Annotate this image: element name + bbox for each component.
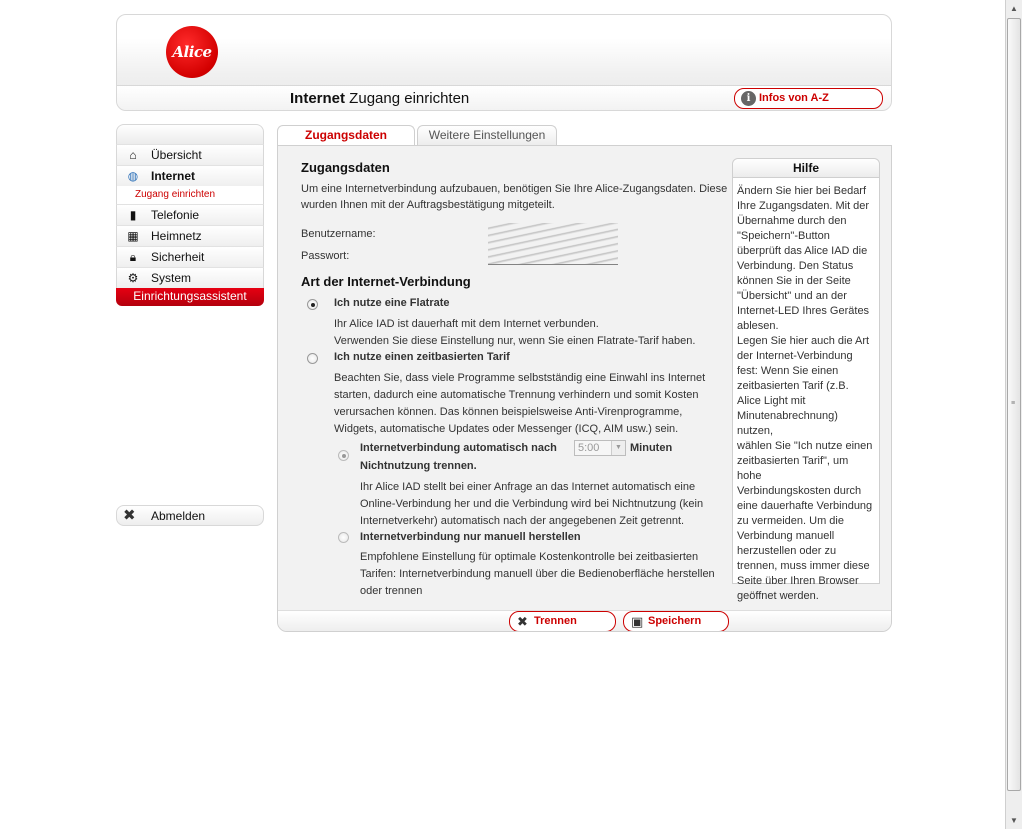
logout-label: Abmelden xyxy=(151,509,206,523)
scrollbar-thumb[interactable] xyxy=(1007,18,1021,791)
sidebar-item-label: Telefonie xyxy=(151,208,200,222)
intro-text-1: Um eine Internetverbindung aufzubauen, benötigen Sie Ihre Alice-Zugangsdaten. Diese xyxy=(301,183,728,195)
help-line: überprüft das Alice IAD die xyxy=(737,245,868,257)
sidebar-item-heimnetz[interactable] xyxy=(116,225,264,246)
timebased-radio[interactable] xyxy=(307,353,318,364)
page-title xyxy=(290,90,469,107)
lock-icon: 🔒︎ xyxy=(129,250,137,264)
auto-disconnect-desc-1: Ihr Alice IAD stellt bei einer Anfrage an das Internet automatisch eine xyxy=(360,481,696,493)
network-icon: ▦ xyxy=(127,229,139,243)
help-line: "Übersicht" und an der xyxy=(737,290,847,302)
help-line: können Sie in der Seite xyxy=(737,275,851,287)
grip-icon: ≡ xyxy=(1011,400,1016,407)
help-line: Alice Light mit xyxy=(737,395,806,407)
help-box xyxy=(732,158,880,602)
help-line: Legen Sie hier auch die Art xyxy=(737,335,870,347)
help-line: herzustellen oder zu xyxy=(737,545,837,557)
password-label: Passwort: xyxy=(301,250,350,262)
phone-icon: ▮ xyxy=(129,208,137,222)
sidebar-subitem-zugang-einrichten[interactable]: Zugang einrichten xyxy=(116,186,264,204)
intro-text-2: wurden Ihnen mit der Auftragsbestätigung mitgeteilt. xyxy=(301,199,555,211)
help-line: Ändern Sie hier bei Bedarf xyxy=(737,185,867,197)
manual-desc-2: Tarifen: Internetverbindung manuell über die Bedienoberfläche herstellen xyxy=(360,568,715,580)
section-heading: Zugangsdaten xyxy=(301,160,390,175)
save-label: Speichern xyxy=(648,615,702,627)
vertical-scrollbar[interactable] xyxy=(1005,0,1022,829)
page-title-rest: Zugang einrichten xyxy=(345,90,470,107)
help-line: ablesen. xyxy=(737,320,779,332)
sidebar-item-label: System xyxy=(151,271,192,285)
tab-weitere-einstellungen[interactable]: Weitere Einstellungen xyxy=(417,125,557,145)
help-line: eine dauerhafte Verbindung xyxy=(737,500,873,512)
timebased-label[interactable]: Ich nutze einen zeitbasierten Tarif xyxy=(334,351,510,363)
sidebar-top xyxy=(116,124,264,144)
manual-label[interactable]: Internetverbindung nur manuell herstellen xyxy=(360,531,581,543)
house-icon: ⌂ xyxy=(129,148,137,162)
content-panel xyxy=(277,145,892,632)
manual-desc-1: Empfohlene Einstellung für optimale Kostenkontrolle bei zeitbasierten xyxy=(360,551,699,563)
timebased-desc-3: verursachen können. Das können beispielsweise Anti-Virenprogramme, xyxy=(334,406,683,418)
scroll-up-icon[interactable]: ▲ xyxy=(1010,4,1018,13)
help-line: Verbindung manuell xyxy=(737,530,835,542)
sidebar-item-label: Heimnetz xyxy=(151,229,202,243)
help-line: Verbindungskosten durch xyxy=(737,485,862,497)
sidebar-item-label: Sicherheit xyxy=(151,250,205,264)
help-line: wählen Sie "Ich nutze einen xyxy=(737,440,873,452)
close-icon: ✖ xyxy=(517,614,528,629)
close-icon: ✖ xyxy=(123,507,136,524)
sidebar-item-uebersicht[interactable] xyxy=(116,144,264,165)
scroll-down-icon[interactable]: ▼ xyxy=(1010,816,1018,825)
help-line: zeitbasierten Tarif", um hohe xyxy=(737,455,849,482)
help-line: Übernahme durch den xyxy=(737,215,847,227)
flatrate-desc-2: Verwenden Sie diese Einstellung nur, wenn Sie einen Flatrate-Tarif haben. xyxy=(334,335,696,347)
logo-text: Alice xyxy=(172,43,212,61)
flatrate-desc-1: Ihr Alice IAD ist dauerhaft mit dem Internet verbunden. xyxy=(334,318,599,330)
timebased-desc-2: starten, dadurch eine automatische Trennung verhindern und somit Kosten xyxy=(334,389,699,401)
minutes-select-value: 5:00 xyxy=(578,442,600,454)
minutes-select[interactable] xyxy=(574,440,626,456)
globe-icon: ◍ xyxy=(127,169,139,183)
sidebar-item-internet[interactable] xyxy=(116,165,264,186)
help-line: Minutenabrechnung) nutzen, xyxy=(737,410,838,437)
help-text xyxy=(733,178,879,604)
auto-disconnect-desc-3: Internetverkehr) automatisch nach der angegebenen Zeit getrennt. xyxy=(360,515,685,527)
help-line: trennen, muss immer diese xyxy=(737,560,870,572)
sidebar-item-telefonie[interactable] xyxy=(116,204,264,225)
auto-disconnect-desc-2: Online-Verbindung her und die Verbindung wird bei Nichtnutzung (kein xyxy=(360,498,704,510)
chevron-down-icon: ▼ xyxy=(611,441,625,455)
page-title-bold: Internet xyxy=(290,90,346,107)
sidebar-item-label: Übersicht xyxy=(151,148,202,162)
header xyxy=(116,14,892,111)
help-line: zeitbasierten Tarif (z.B. xyxy=(737,380,849,392)
logout-button[interactable] xyxy=(116,505,264,526)
help-line: Internet-LED Ihres Gerätes xyxy=(737,305,870,317)
sidebar-item-label: Internet xyxy=(151,169,196,183)
auto-disconnect-label-2: Nichtnutzung trennen. xyxy=(360,460,477,472)
floppy-disk-icon: ▣ xyxy=(631,614,644,629)
tab-zugangsdaten[interactable]: Zugangsdaten xyxy=(277,125,415,145)
sidebar-item-system[interactable] xyxy=(116,267,264,288)
help-line: "Speichern"-Button xyxy=(737,230,830,242)
manual-desc-3: oder trennen xyxy=(360,585,423,597)
sidebar-item-sicherheit[interactable] xyxy=(116,246,264,267)
flatrate-radio[interactable] xyxy=(307,299,318,310)
help-line: fest: Wenn Sie einen xyxy=(737,365,839,377)
info-icon: i xyxy=(741,91,756,106)
help-line: der Internet-Verbindung xyxy=(737,350,853,362)
auto-disconnect-label[interactable]: Internetverbindung automatisch nach xyxy=(360,442,557,454)
save-button[interactable] xyxy=(623,611,729,632)
help-line: Ihre Zugangsdaten. Mit der xyxy=(737,200,870,212)
help-title: Hilfe xyxy=(733,159,879,178)
gear-icon: ⚙ xyxy=(127,271,139,285)
username-label: Benutzername: xyxy=(301,228,376,240)
auto-disconnect-radio[interactable] xyxy=(338,450,349,461)
help-line: Verbindung. Den Status xyxy=(737,260,854,272)
timebased-desc-1: Beachten Sie, dass viele Programme selbstständig eine Einwahl ins Internet xyxy=(334,372,706,384)
alice-logo[interactable] xyxy=(166,26,218,78)
manual-radio[interactable] xyxy=(338,532,349,543)
sidebar-nav xyxy=(116,124,264,306)
help-line: geöffnet werden. xyxy=(737,590,819,602)
timebased-desc-4: Widgets, automatische Updates oder Messenger (ICQ, AIM usw.) sein. xyxy=(334,423,679,435)
minutes-label: Minuten xyxy=(630,442,673,454)
disconnect-label: Trennen xyxy=(534,615,577,627)
infos-button-label: Infos von A-Z xyxy=(759,92,829,104)
disconnect-button[interactable] xyxy=(509,611,616,632)
sidebar-item-einrichtungsassistent[interactable]: Einrichtungsassistent xyxy=(116,288,264,306)
connection-type-heading: Art der Internet-Verbindung xyxy=(301,274,471,289)
help-line: Seite über Ihren Browser xyxy=(737,575,859,587)
flatrate-label[interactable]: Ich nutze eine Flatrate xyxy=(334,297,450,309)
infos-a-z-button[interactable] xyxy=(734,88,883,109)
credentials-redacted[interactable] xyxy=(488,223,618,265)
help-line: zu vermeiden. Um die xyxy=(737,515,844,527)
